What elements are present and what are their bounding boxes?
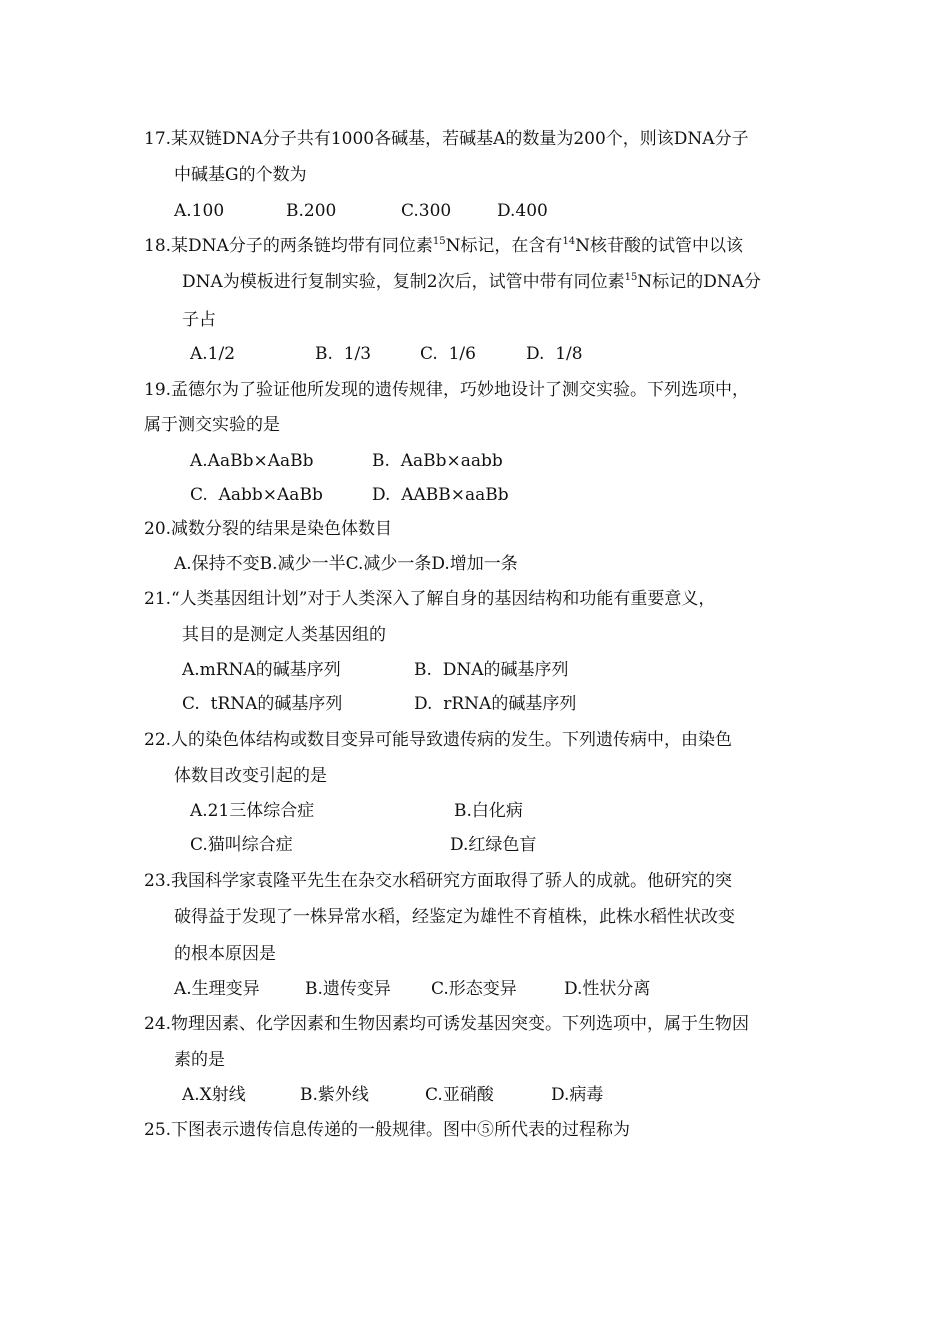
q23-stem-line-2: 破得益于发现了一株异常水稻，经鉴定为雄性不育植株，此株水稻性状改变 [174,907,735,927]
q24-stem-line-2: 素的是 [174,1050,225,1070]
q19-stem-line-2: 属于测交实验的是 [144,415,280,435]
q18-stem-line-3: 子占 [182,310,216,330]
q17-option-c: C.300 [401,201,452,221]
q18-option-b: B. 1/3 [315,344,372,364]
q18-option-c: C. 1/6 [420,344,476,364]
q20-stem-line-1: 20.减数分裂的结果是染色体数目 [144,519,393,539]
q23-option-a: A.生理变异 [174,979,260,999]
q21-option-c: C. tRNA的碱基序列 [182,694,343,714]
q19-option-d: D. AABB×aaBb [372,485,509,505]
q23-option-c: C.形态变异 [431,979,517,999]
q17-option-d: D.400 [497,201,548,221]
q25-stem-line-1: 25.下图表示遗传信息传递的一般规律。图中⑤所代表的过程称为 [144,1120,631,1140]
q17-stem-line-2: 中碱基G的个数为 [174,165,307,185]
q18-stem-line-2: DNA为模板进行复制实验，复制2次后，试管中带有同位素$^{15}$N标记的DNA分 [182,272,762,292]
q19-option-c: C. Aabb×AaBb [190,485,323,505]
q24-option-d: D.病毒 [551,1085,604,1105]
q18-stem-line-1: 18.某DNA分子的两条链均带有同位素$^{15}$N标记，在含有$^{14}$N核苷酸的试管中以该 [144,236,744,256]
q22-option-a: A.21三体综合症 [190,801,315,821]
q17-stem-line-1: 17.某双链DNA分子共有1000各碱基，若碱基A的数量为200个，则该DNA分子 [144,129,749,149]
q21-stem-line-2: 其目的是测定人类基因组的 [182,625,386,645]
q17-option-b: B.200 [286,201,337,221]
q23-stem-line-1: 23.我国科学家袁隆平先生在杂交水稻研究方面取得了骄人的成就。他研究的突 [144,871,733,891]
q18-option-a: A.1/2 [190,344,236,364]
q22-option-c: C.猫叫综合症 [190,835,293,855]
q19-option-b: B. AaBb×aabb [372,451,503,471]
q19-option-a: A.AaBb×AaBb [190,451,314,471]
q23-option-b: B.遗传变异 [305,979,391,999]
q22-option-d: D.红绿色盲 [450,835,537,855]
q24-option-a: A.X射线 [182,1085,246,1105]
q21-option-a: A.mRNA的碱基序列 [182,660,341,680]
q24-option-c: C.亚硝酸 [425,1085,494,1105]
q20-options-line: A.保持不变B.减少一半C.减少一条D.增加一条 [174,554,518,574]
q22-stem-line-1: 22.人的染色体结构或数目变异可能导致遗传病的发生。下列遗传病中，由染色 [144,730,733,750]
q23-stem-line-3: 的根本原因是 [174,944,276,964]
isotope-superscript: 14 [562,236,576,247]
q24-option-b: B.紫外线 [300,1085,369,1105]
q22-option-b: B.白化病 [454,801,523,821]
q18-option-d: D. 1/8 [526,344,583,364]
q21-option-d: D. rRNA的碱基序列 [414,694,577,714]
q19-stem-line-1: 19.孟德尔为了验证他所发现的遗传规律，巧妙地设计了测交实验。下列选项中， [144,380,750,400]
q21-stem-line-1: 21.“人类基因组计划”对于人类深入了解自身的基因结构和功能有重要意义， [144,589,716,609]
isotope-superscript: 15 [432,236,446,247]
q17-option-a: A.100 [174,201,225,221]
q22-stem-line-2: 体数目改变引起的是 [174,766,327,786]
q24-stem-line-1: 24.物理因素、化学因素和生物因素均可诱发基因突变。下列选项中，属于生物因 [144,1014,750,1034]
q21-option-b: B. DNA的碱基序列 [414,660,569,680]
isotope-superscript: 15 [624,272,638,283]
q23-option-d: D.性状分离 [564,979,651,999]
